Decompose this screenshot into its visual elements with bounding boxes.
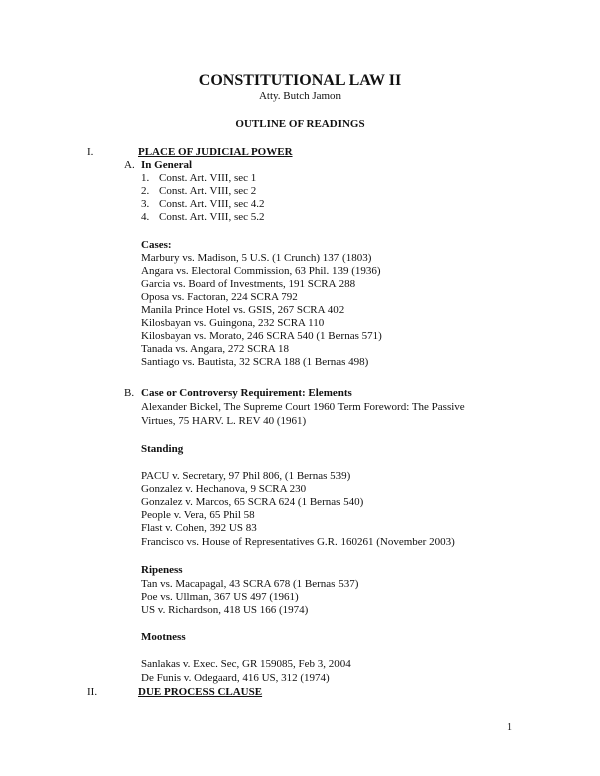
subsection-title: In General: [141, 159, 193, 171]
list-item: Const. Art. VIII, sec 4.2: [159, 198, 265, 210]
subsection-letter: A.: [124, 159, 135, 171]
list-number: 4.: [141, 211, 150, 223]
case-citation: Manila Prince Hotel vs. GSIS, 267 SCRA 402: [141, 304, 345, 316]
group-label: Ripeness: [141, 564, 183, 576]
case-citation: Gonzalez v. Marcos, 65 SCRA 624 (1 Bernas 540): [141, 496, 364, 508]
document-title: CONSTITUTIONAL LAW II: [198, 72, 402, 89]
list-item: Const. Art. VIII, sec 5.2: [159, 211, 265, 223]
subsection-title: Case or Controversy Requirement: Elements: [141, 387, 352, 399]
cases-label: Cases:: [141, 239, 172, 251]
group-label: Standing: [141, 443, 184, 455]
case-citation: Garcia vs. Board of Investments, 191 SCRA 288: [141, 278, 356, 290]
section-numeral: I.: [87, 146, 94, 158]
section-title: PLACE OF JUDICIAL POWER: [138, 146, 293, 158]
group-label: Mootness: [141, 631, 186, 643]
list-number: 2.: [141, 185, 150, 197]
reading-citation: Alexander Bickel, The Supreme Court 1960 Term Foreword: The Passive: [141, 401, 465, 413]
case-citation: PACU v. Secretary, 97 Phil 806, (1 Bernas 539): [141, 470, 351, 482]
list-number: 1.: [141, 172, 150, 184]
case-citation: De Funis v. Odegaard, 416 US, 312 (1974): [141, 672, 330, 684]
case-citation: People v. Vera, 65 Phil 58: [141, 509, 255, 521]
case-citation: Flast v. Cohen, 392 US 83: [141, 522, 257, 534]
case-citation: Francisco vs. House of Representatives G.R. 160261 (November 2003): [141, 536, 455, 548]
reading-citation: Virtues, 75 HARV. L. REV 40 (1961): [141, 415, 307, 427]
page-number: 1: [507, 722, 512, 733]
list-item: Const. Art. VIII, sec 2: [159, 185, 257, 197]
case-citation: Poe vs. Ullman, 367 US 497 (1961): [141, 591, 299, 603]
case-citation: Kilosbayan vs. Morato, 246 SCRA 540 (1 Bernas 571): [141, 330, 382, 342]
case-citation: Oposa vs. Factoran, 224 SCRA 792: [141, 291, 298, 303]
case-citation: Gonzalez v. Hechanova, 9 SCRA 230: [141, 483, 307, 495]
document-subtitle: OUTLINE OF READINGS: [235, 118, 365, 130]
subsection-letter: B.: [124, 387, 135, 399]
list-item: Const. Art. VIII, sec 1: [159, 172, 257, 184]
case-citation: Tanada vs. Angara, 272 SCRA 18: [141, 343, 290, 355]
case-citation: Kilosbayan vs. Guingona, 232 SCRA 110: [141, 317, 325, 329]
case-citation: Santiago vs. Bautista, 32 SCRA 188 (1 Bernas 498): [141, 356, 369, 368]
case-citation: Tan vs. Macapagal, 43 SCRA 678 (1 Bernas 537): [141, 578, 359, 590]
case-citation: Marbury vs. Madison, 5 U.S. (1 Crunch) 137 (1803): [141, 252, 372, 264]
case-citation: Angara vs. Electoral Commission, 63 Phil. 139 (1936): [141, 265, 381, 277]
document-author: Atty. Butch Jamon: [258, 90, 342, 102]
section-numeral: II.: [87, 686, 98, 698]
section-title: DUE PROCESS CLAUSE: [138, 686, 263, 698]
list-number: 3.: [141, 198, 150, 210]
case-citation: US v. Richardson, 418 US 166 (1974): [141, 604, 309, 616]
case-citation: Sanlakas v. Exec. Sec, GR 159085, Feb 3, 2004: [141, 658, 351, 670]
